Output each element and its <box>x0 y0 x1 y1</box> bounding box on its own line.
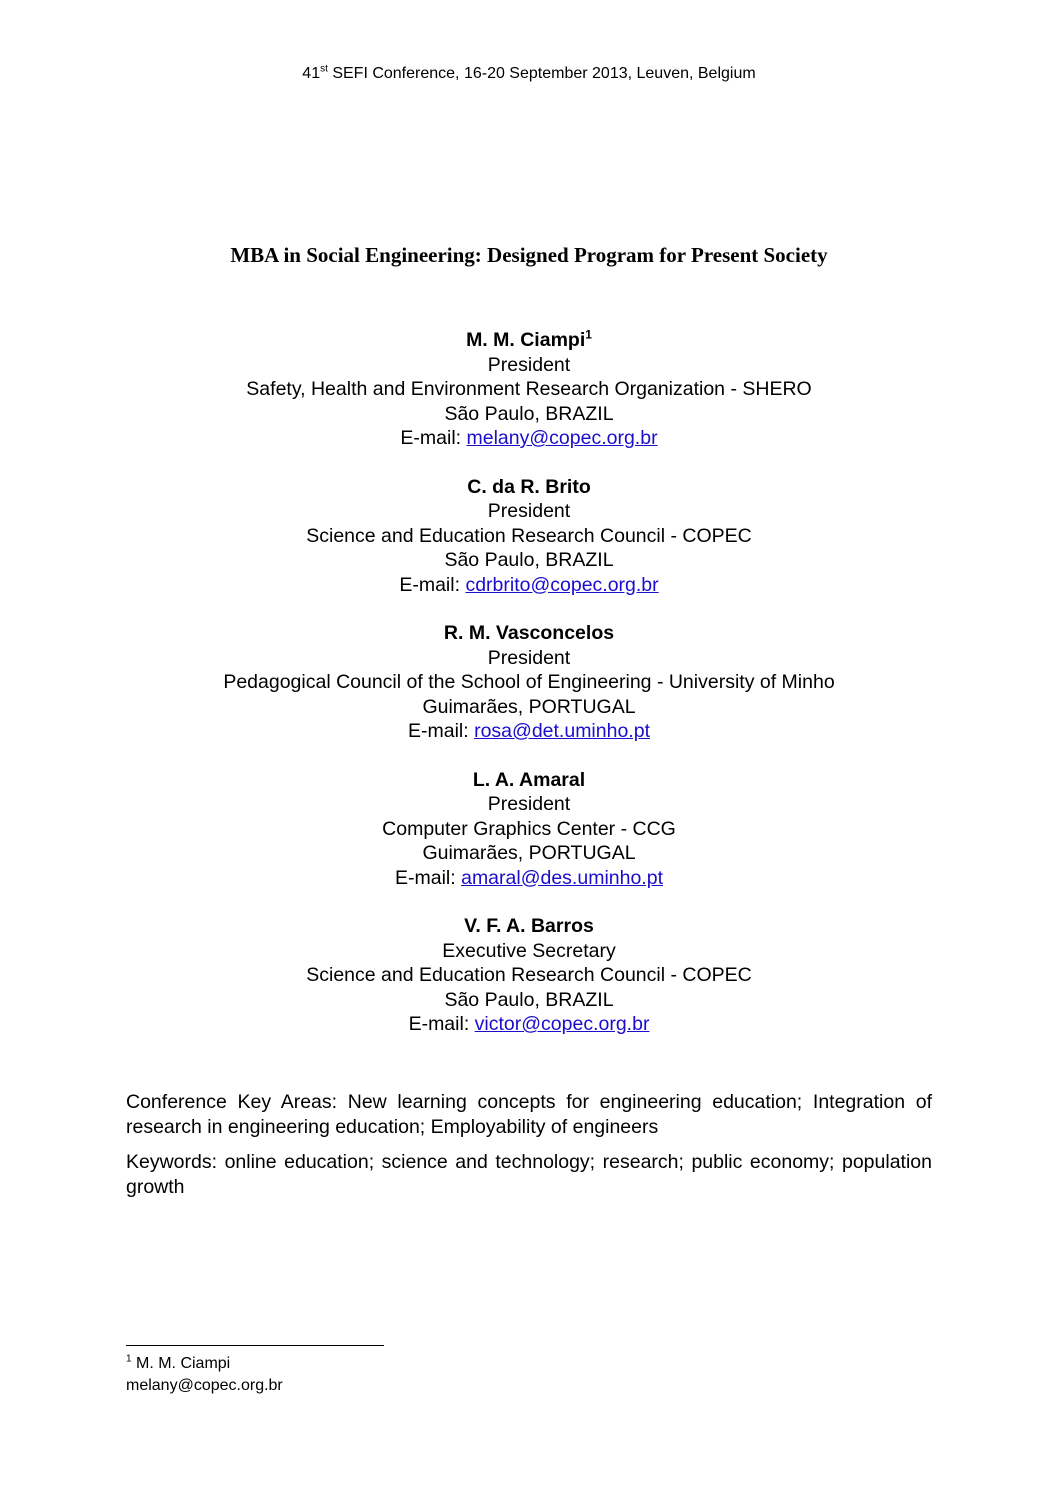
author-block <box>0 621 1058 744</box>
author-name <box>0 328 1058 353</box>
author-email-line <box>0 1012 1058 1037</box>
author-name: R. M. Vasconcelos <box>443 622 615 644</box>
author-email-line <box>0 573 1058 598</box>
author-role: President <box>487 793 571 815</box>
author-name-text: M. M. Ciampi <box>466 329 586 351</box>
author-name: L. A. Amaral <box>472 768 586 791</box>
author-email-line <box>0 426 1058 451</box>
author-role: President <box>487 500 571 522</box>
email-link[interactable]: rosa@det.uminho.pt <box>474 720 650 742</box>
email-label: E-mail: <box>408 720 475 742</box>
author-location: São Paulo, BRAZIL <box>444 549 614 571</box>
author-location: São Paulo, BRAZIL <box>444 988 614 1011</box>
footnote-divider <box>126 1345 384 1346</box>
author-organization: Computer Graphics Center - CCG <box>382 817 676 840</box>
footnote-marker: 1 <box>126 1353 132 1365</box>
author-role: Executive Secretary <box>442 939 616 962</box>
email-link[interactable]: cdrbrito@copec.org.br <box>465 573 659 596</box>
author-role: President <box>487 646 571 669</box>
conference-header-text: SEFI Conference, 16-20 September 2013, Leuven, Belgium <box>327 65 756 82</box>
conference-number: 41 <box>302 65 321 82</box>
author-name: V. F. A. Barros <box>464 915 594 937</box>
author-block <box>0 475 1058 598</box>
paper-title: MBA in Social Engineering: Designed Program for Present Society <box>230 243 828 267</box>
footnote-author <box>126 1353 726 1375</box>
author-organization: Pedagogical Council of the School of Engineering - University of Minho <box>223 671 835 693</box>
author-location: Guimarães, PORTUGAL <box>422 695 636 718</box>
ordinal-suffix: st <box>320 63 328 75</box>
author-name: C. da R. Brito <box>467 475 591 498</box>
conference-key-areas: Conference Key Areas: New learning concepts for engineering education; Integration of research in engineering education; Employability of engineers <box>126 1091 932 1138</box>
email-link[interactable]: melany@copec.org.br <box>466 427 658 449</box>
author-organization: Science and Education Research Council - COPEC <box>306 524 752 547</box>
author-organization: Science and Education Research Council - COPEC <box>306 964 752 986</box>
email-link[interactable]: amaral@des.uminho.pt <box>461 866 663 889</box>
conference-header <box>0 64 1058 84</box>
email-label: E-mail: <box>395 866 462 889</box>
footnote-marker: 1 <box>585 327 592 342</box>
author-list <box>0 328 1058 1061</box>
author-organization: Safety, Health and Environment Research Organization - SHERO <box>246 378 812 400</box>
footnote-name: M. M. Ciampi <box>131 1355 231 1372</box>
author-location: Guimarães, PORTUGAL <box>422 842 636 864</box>
email-label: E-mail: <box>399 573 466 596</box>
author-block <box>0 768 1058 891</box>
author-location: São Paulo, BRAZIL <box>444 402 614 425</box>
author-block <box>0 914 1058 1037</box>
author-email-line <box>0 719 1058 744</box>
footnote-email: melany@copec.org.br <box>126 1377 283 1394</box>
key-areas-section <box>126 1090 932 1210</box>
email-label: E-mail: <box>408 1013 475 1035</box>
author-block <box>0 328 1058 451</box>
author-email-line <box>0 866 1058 891</box>
keywords: Keywords: online education; science and technology; research; public economy; population growth <box>126 1151 932 1198</box>
email-label: E-mail: <box>400 427 467 449</box>
email-link[interactable]: victor@copec.org.br <box>474 1013 650 1035</box>
footnote <box>126 1353 726 1397</box>
author-role: President <box>487 353 571 376</box>
